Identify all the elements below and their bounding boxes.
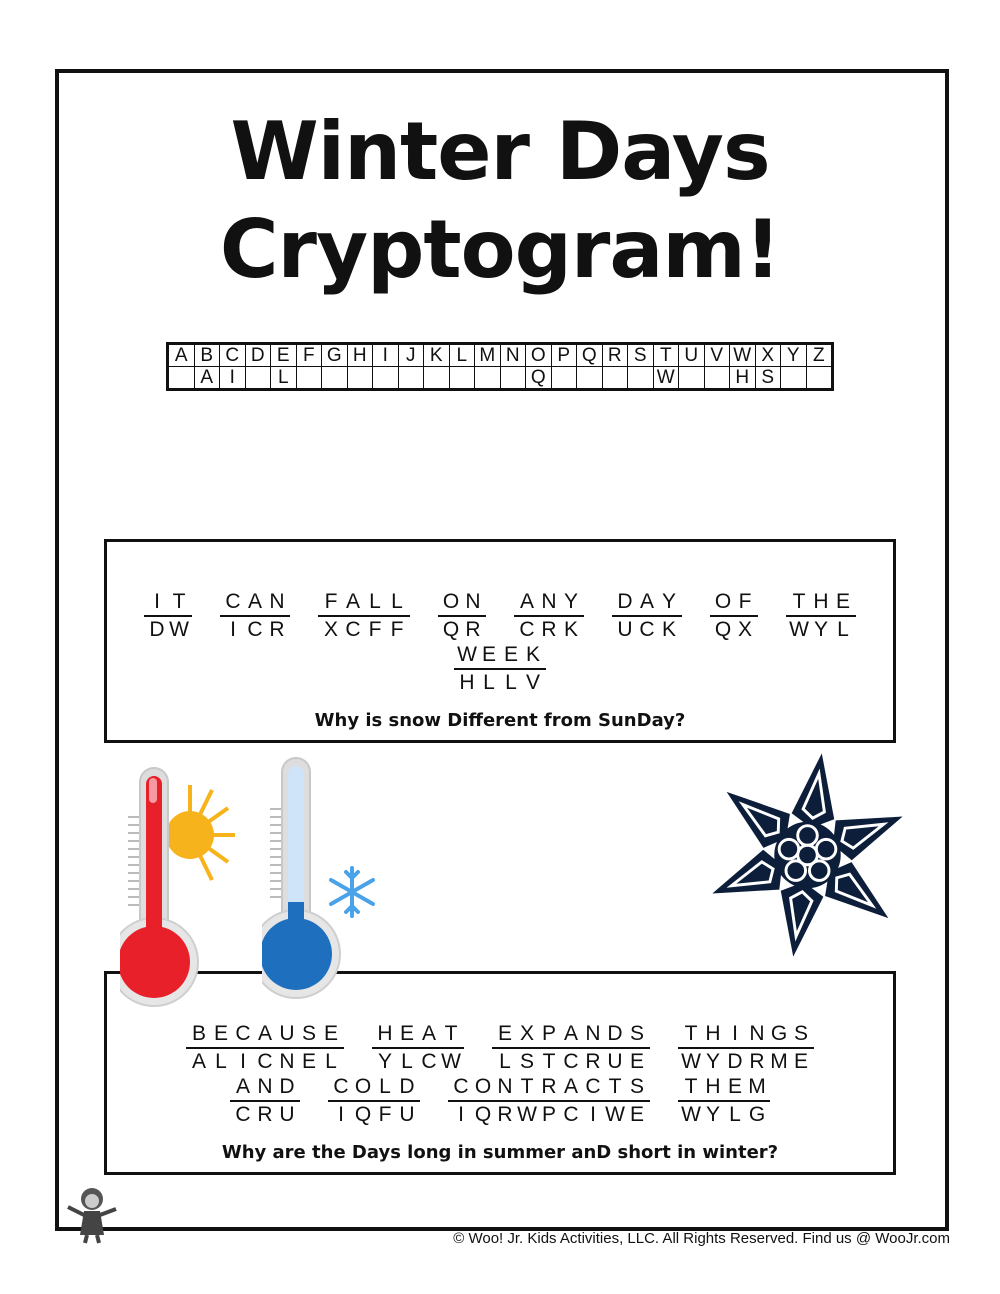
decoded-letter: D [607, 1022, 623, 1045]
decoded-letter: H [377, 1022, 393, 1045]
decoded-letter: N [257, 1075, 273, 1098]
puzzle-word [678, 1075, 770, 1127]
page-title-line2: Cryptogram! [219, 203, 781, 296]
cipher-letter: F [378, 1103, 392, 1126]
puzzle-word [710, 590, 758, 642]
decoded-letter: N [269, 590, 285, 613]
decoded-letter: A [247, 590, 262, 613]
cipher-key-letters-row [168, 344, 833, 367]
cipher-letter: D [149, 618, 165, 641]
decoded-letter: A [345, 590, 360, 613]
decoded-letter: N [541, 590, 557, 613]
key-letter-cell: H [347, 344, 373, 367]
decoded-letters [230, 1075, 300, 1102]
decoded-letter: A [421, 1022, 436, 1045]
cipher-letter: S [519, 1050, 534, 1073]
cipher-letter: W [681, 1050, 701, 1073]
cipher-letter: I [458, 1103, 464, 1126]
decoded-letter: C [235, 1022, 251, 1045]
cipher-letters [448, 1102, 650, 1127]
decoded-letter: K [525, 643, 540, 666]
key-answer-cell [628, 367, 654, 390]
decoded-letter: C [585, 1075, 601, 1098]
decoded-letters [186, 1022, 344, 1049]
cipher-letter: Y [705, 1103, 720, 1126]
key-answer-cell [806, 367, 833, 390]
cipher-letters [186, 1049, 344, 1074]
cipher-letter: L [729, 1103, 741, 1126]
cipher-letter: A [191, 1050, 206, 1073]
decoded-letter: T [172, 590, 186, 613]
cipher-letters [438, 617, 486, 642]
key-letter-cell: X [755, 344, 781, 367]
cipher-letter: L [401, 1050, 413, 1073]
decoded-letter: Y [563, 590, 578, 613]
cipher-letters [710, 617, 758, 642]
decoded-letter: S [629, 1022, 644, 1045]
sun-icon [166, 785, 235, 880]
decoded-letter: T [608, 1075, 622, 1098]
key-letter-cell: N [500, 344, 526, 367]
decoded-letter: A [563, 1022, 578, 1045]
key-letter-cell: Z [806, 344, 833, 367]
decoded-letter: T [684, 1022, 698, 1045]
key-answer-cell [577, 367, 603, 390]
decoded-letter: N [585, 1022, 601, 1045]
cipher-letter: X [323, 618, 338, 641]
puzzle-word [492, 1022, 650, 1074]
key-letter-cell: J [398, 344, 424, 367]
key-letter-cell: L [449, 344, 475, 367]
decoded-letter: C [333, 1075, 349, 1098]
decoded-letter: L [369, 590, 381, 613]
cipher-letter: Y [377, 1050, 392, 1073]
key-answer-cell: W [653, 367, 679, 390]
cipher-letter: R [269, 618, 285, 641]
key-letter-cell: T [653, 344, 679, 367]
decoded-letter: N [497, 1075, 513, 1098]
cipher-letter: N [279, 1050, 295, 1073]
decoded-letter: S [629, 1075, 644, 1098]
key-letter-cell: O [526, 344, 552, 367]
key-letter-cell: B [194, 344, 220, 367]
puzzle-word [318, 590, 410, 642]
key-answer-cell [296, 367, 322, 390]
key-letter-cell: W [730, 344, 756, 367]
cipher-letter: Q [474, 1103, 492, 1126]
decoded-letter: S [793, 1022, 808, 1045]
cipher-letter: D [727, 1050, 743, 1073]
key-letter-cell: Q [577, 344, 603, 367]
hot-thermometer-icon [120, 760, 250, 1010]
puzzle-word [678, 1022, 814, 1074]
page-title: Winter Days [230, 105, 770, 198]
key-answer-cell: H [730, 367, 756, 390]
puzzle-word [186, 1022, 344, 1074]
cipher-letter: E [793, 1050, 808, 1073]
puzzle-line [107, 643, 893, 695]
key-letter-cell: Y [781, 344, 807, 367]
puzzle-word [220, 590, 290, 642]
decoded-letter: W [457, 643, 477, 666]
puzzle-word [612, 590, 682, 642]
cipher-letter: W [169, 618, 189, 641]
puzzle-word [514, 590, 584, 642]
puzzle-word [448, 1075, 650, 1127]
decoded-letter: G [770, 1022, 788, 1045]
decoded-letter: X [519, 1022, 534, 1045]
cipher-letter: W [789, 618, 809, 641]
cipher-letter: C [345, 618, 361, 641]
decoded-letter: E [481, 643, 496, 666]
puzzle-word [372, 1022, 464, 1074]
decoded-letter: Y [661, 590, 676, 613]
key-letter-cell: M [475, 344, 501, 367]
cipher-letters [678, 1102, 770, 1127]
decoded-letter: A [563, 1075, 578, 1098]
cipher-letter: L [505, 671, 517, 694]
decoded-letter: A [519, 590, 534, 613]
cipher-letter: U [607, 1050, 623, 1073]
cipher-key-decoded-row [168, 367, 833, 390]
decoded-letter: M [748, 1075, 766, 1098]
key-answer-cell [500, 367, 526, 390]
cipher-letters [318, 617, 410, 642]
cipher-letter: E [629, 1050, 644, 1073]
cipher-letter: G [748, 1103, 766, 1126]
decoded-letters [144, 590, 192, 617]
decoded-letter: T [792, 590, 806, 613]
cipher-letter: U [279, 1103, 295, 1126]
key-answer-cell [322, 367, 348, 390]
puzzle-word [438, 590, 486, 642]
decoded-letter: O [714, 590, 732, 613]
cipher-letter: X [737, 618, 752, 641]
key-letter-cell: C [220, 344, 246, 367]
decoded-letter: E [323, 1022, 338, 1045]
decoded-letter: N [749, 1022, 765, 1045]
decoded-letter: A [257, 1022, 272, 1045]
key-answer-cell [551, 367, 577, 390]
puzzle-question: Why are the Days long in summer anD short in winter? [221, 1142, 779, 1163]
cipher-letters [230, 1102, 300, 1127]
decoded-letters [318, 590, 410, 617]
snowflake-icon [700, 745, 915, 965]
decoded-letter: R [541, 1075, 557, 1098]
key-letter-cell: U [679, 344, 705, 367]
copyright-footer: © Woo! Jr. Kids Activities, LLC. All Rights Reserved. Find us @ WooJr.com [453, 1230, 950, 1247]
decoded-letters [710, 590, 758, 617]
decoded-letters [678, 1022, 814, 1049]
decoded-letter: C [225, 590, 241, 613]
cipher-letters [372, 1049, 464, 1074]
decoded-letter: C [453, 1075, 469, 1098]
key-letter-cell: P [551, 344, 577, 367]
cipher-letter: R [257, 1103, 273, 1126]
cipher-letter: C [257, 1050, 273, 1073]
cipher-letters [612, 617, 682, 642]
decoded-letter: E [213, 1022, 228, 1045]
decoded-letters [492, 1022, 650, 1049]
cipher-letter: L [483, 671, 495, 694]
key-letter-cell: S [628, 344, 654, 367]
cipher-letter: R [585, 1050, 601, 1073]
puzzle-line [107, 1075, 893, 1127]
key-answer-cell [347, 367, 373, 390]
cipher-letters [514, 617, 584, 642]
cipher-letter: L [325, 1050, 337, 1073]
cipher-letter: Q [442, 618, 460, 641]
cipher-letter: R [541, 618, 557, 641]
cipher-letter: I [240, 1050, 246, 1073]
decoded-letter: U [279, 1022, 295, 1045]
cipher-letter: P [541, 1103, 556, 1126]
puzzle-line [107, 1022, 893, 1074]
key-answer-cell: Q [526, 367, 552, 390]
cipher-letter: Y [705, 1050, 720, 1073]
key-answer-cell [475, 367, 501, 390]
decoded-letter: T [684, 1075, 698, 1098]
decoded-letter: F [324, 590, 338, 613]
decoded-letter: E [727, 1075, 742, 1098]
cipher-letter: R [497, 1103, 513, 1126]
cipher-letter: E [301, 1050, 316, 1073]
puzzle-word [328, 1075, 420, 1127]
cipher-letter: R [749, 1050, 765, 1073]
cipher-letters [220, 617, 290, 642]
decoded-letter: S [301, 1022, 316, 1045]
decoded-letters [454, 643, 546, 670]
decoded-letter: I [154, 590, 160, 613]
decoded-letter: D [279, 1075, 295, 1098]
decoded-letter: D [617, 590, 633, 613]
decoded-letter: T [520, 1075, 534, 1098]
puzzle-line [107, 590, 893, 642]
key-answer-cell [168, 367, 195, 390]
decoded-letter: E [835, 590, 850, 613]
cipher-letter: C [519, 618, 535, 641]
cipher-key-table [166, 342, 834, 391]
cipher-letters [144, 617, 192, 642]
cipher-letter: L [837, 618, 849, 641]
decoded-letters [678, 1075, 770, 1102]
decoded-letter: H [705, 1022, 721, 1045]
cipher-letter: I [338, 1103, 344, 1126]
cipher-letter: W [681, 1103, 701, 1126]
key-answer-cell [245, 367, 271, 390]
key-answer-cell [781, 367, 807, 390]
decoded-letter: O [442, 590, 460, 613]
cipher-letter: Q [354, 1103, 372, 1126]
cipher-letters [678, 1049, 814, 1074]
decoded-letter: O [474, 1075, 492, 1098]
cipher-letter: W [441, 1050, 461, 1073]
cipher-letter: Q [714, 618, 732, 641]
cipher-letter: T [542, 1050, 556, 1073]
puzzle-word [230, 1075, 300, 1127]
decoded-letter: L [379, 1075, 391, 1098]
key-answer-cell [373, 367, 399, 390]
puzzle-word [454, 643, 546, 695]
cipher-letters [454, 670, 546, 695]
cipher-letters [492, 1049, 650, 1074]
decoded-letter: D [399, 1075, 415, 1098]
key-answer-cell [602, 367, 628, 390]
cipher-letter: E [629, 1103, 644, 1126]
key-answer-cell [704, 367, 730, 390]
cipher-letter: I [590, 1103, 596, 1126]
key-answer-cell: I [220, 367, 246, 390]
cipher-letter: F [390, 618, 404, 641]
key-letter-cell: D [245, 344, 271, 367]
decoded-letters [786, 590, 856, 617]
cipher-letter: C [235, 1103, 251, 1126]
decoded-letter: E [503, 643, 518, 666]
key-letter-cell: R [602, 344, 628, 367]
cipher-letter: C [247, 618, 263, 641]
cipher-letter: U [399, 1103, 415, 1126]
cipher-letter: M [770, 1050, 788, 1073]
decoded-letters [612, 590, 682, 617]
puzzle-question: Why is snow Different from SunDay? [314, 710, 686, 731]
cold-thermometer-icon [262, 752, 387, 1002]
decoded-letters [438, 590, 486, 617]
decoded-letter: A [235, 1075, 250, 1098]
key-letter-cell: V [704, 344, 730, 367]
key-answer-cell [424, 367, 450, 390]
key-answer-cell [398, 367, 424, 390]
cipher-letter: V [525, 671, 540, 694]
decoded-letters [514, 590, 584, 617]
cipher-letter: K [563, 618, 578, 641]
key-answer-cell: L [271, 367, 297, 390]
cipher-letter: I [230, 618, 236, 641]
snowflake-small-icon [331, 868, 373, 916]
decoded-letter: B [191, 1022, 206, 1045]
decoded-letter: H [813, 590, 829, 613]
key-letter-cell: G [322, 344, 348, 367]
decoded-letter: T [444, 1022, 458, 1045]
key-letter-cell: I [373, 344, 399, 367]
key-letter-cell: A [168, 344, 195, 367]
cipher-letter: R [465, 618, 481, 641]
decoded-letter: P [541, 1022, 556, 1045]
decoded-letters [448, 1075, 650, 1102]
puzzle-word [144, 590, 192, 642]
key-letter-cell: E [271, 344, 297, 367]
cipher-letter: H [459, 671, 475, 694]
decoded-letter: E [497, 1022, 512, 1045]
cipher-letter: C [421, 1050, 437, 1073]
cipher-letter: K [661, 618, 676, 641]
puzzle-box-1 [104, 539, 896, 743]
cipher-letter: Y [813, 618, 828, 641]
cipher-letter: L [215, 1050, 227, 1073]
decoded-letters [372, 1022, 464, 1049]
decoded-letter: A [639, 590, 654, 613]
mascot-icon [62, 1185, 122, 1245]
decoded-letter: E [399, 1022, 414, 1045]
key-letter-cell: F [296, 344, 322, 367]
cipher-letter: W [605, 1103, 625, 1126]
decoded-letter: O [354, 1075, 372, 1098]
decoded-letter: F [738, 590, 752, 613]
key-answer-cell [679, 367, 705, 390]
cipher-letter: L [499, 1050, 511, 1073]
key-answer-cell: A [194, 367, 220, 390]
decoded-letters [220, 590, 290, 617]
cipher-letters [328, 1102, 420, 1127]
puzzle-word [786, 590, 856, 642]
cipher-letter: C [639, 618, 655, 641]
decoded-letter: L [391, 590, 403, 613]
decoded-letter: H [705, 1075, 721, 1098]
decoded-letters [328, 1075, 420, 1102]
cipher-letter: C [563, 1050, 579, 1073]
cipher-letter: W [517, 1103, 537, 1126]
key-letter-cell: K [424, 344, 450, 367]
cipher-letter: U [617, 618, 633, 641]
cipher-letter: F [368, 618, 382, 641]
key-answer-cell [449, 367, 475, 390]
decoded-letter: I [732, 1022, 738, 1045]
cipher-letter: C [563, 1103, 579, 1126]
cipher-letters [786, 617, 856, 642]
decoded-letter: N [465, 590, 481, 613]
key-answer-cell: S [755, 367, 781, 390]
